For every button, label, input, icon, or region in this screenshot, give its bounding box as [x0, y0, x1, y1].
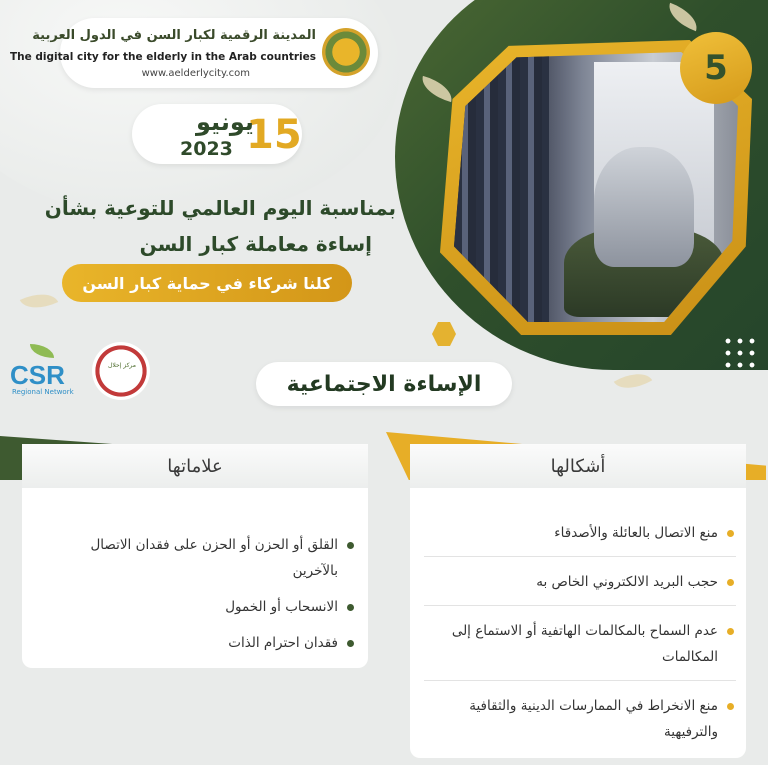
list-item: فقدان احترام الذات	[44, 630, 356, 656]
slogan-banner: كلنا شركاء في حماية كبار السن	[62, 264, 352, 302]
signs-list	[44, 532, 356, 666]
list-item: منع الاتصال بالعائلة والأصدقاء	[424, 514, 736, 557]
csr-logo: CSR	[10, 360, 65, 390]
date-year: 2023	[180, 138, 233, 160]
list-item: منع الانخراط في الممارسات الدينية والثقافية والترفيهية	[424, 687, 736, 755]
photo-person	[594, 147, 694, 267]
logo-title-english: The digital city for the elderly in the Arab countries	[10, 51, 316, 63]
signs-header: علاماتها	[22, 444, 368, 488]
list-item: عدم السماح بالمكالمات الهاتفية أو الاستماع إلى المكالمات	[424, 612, 736, 681]
csr-logo-subtitle: Regional Network	[12, 388, 74, 396]
list-item: الانسحاب أو الخمول	[44, 594, 356, 620]
forms-header: أشكالها	[410, 444, 746, 488]
headline-line-2: إساءة معاملة كبار السن	[139, 232, 372, 256]
leaf-icon	[20, 286, 58, 317]
headline-line-1: بمناسبة اليوم العالمي للتوعية بشأن	[44, 196, 396, 220]
forms-list	[424, 514, 736, 761]
number-badge: 5	[680, 32, 752, 104]
list-item: حجب البريد الالكتروني الخاص به	[424, 563, 736, 606]
gold-hexagon-icon	[432, 322, 456, 346]
logo-card	[10, 18, 378, 88]
csr-leaf-icon	[30, 344, 54, 358]
logo-title-arabic: المدينة الرقمية لكبار السن في الدول العربية	[32, 28, 316, 43]
date-day: 15	[246, 112, 302, 158]
heart-logo-icon	[92, 342, 150, 400]
heart-logo-text: مركز إحلال	[108, 362, 136, 369]
arab-league-emblem-icon	[322, 28, 370, 76]
logo-url: www.aelderlycity.com	[141, 68, 250, 79]
list-item: القلق أو الحزن أو الحزن على فقدان الاتصال بالآخرين	[44, 532, 356, 584]
dots-pattern-icon	[722, 335, 758, 371]
section-title: الإساءة الاجتماعية	[256, 362, 512, 406]
date-month: يونيو	[196, 108, 254, 136]
